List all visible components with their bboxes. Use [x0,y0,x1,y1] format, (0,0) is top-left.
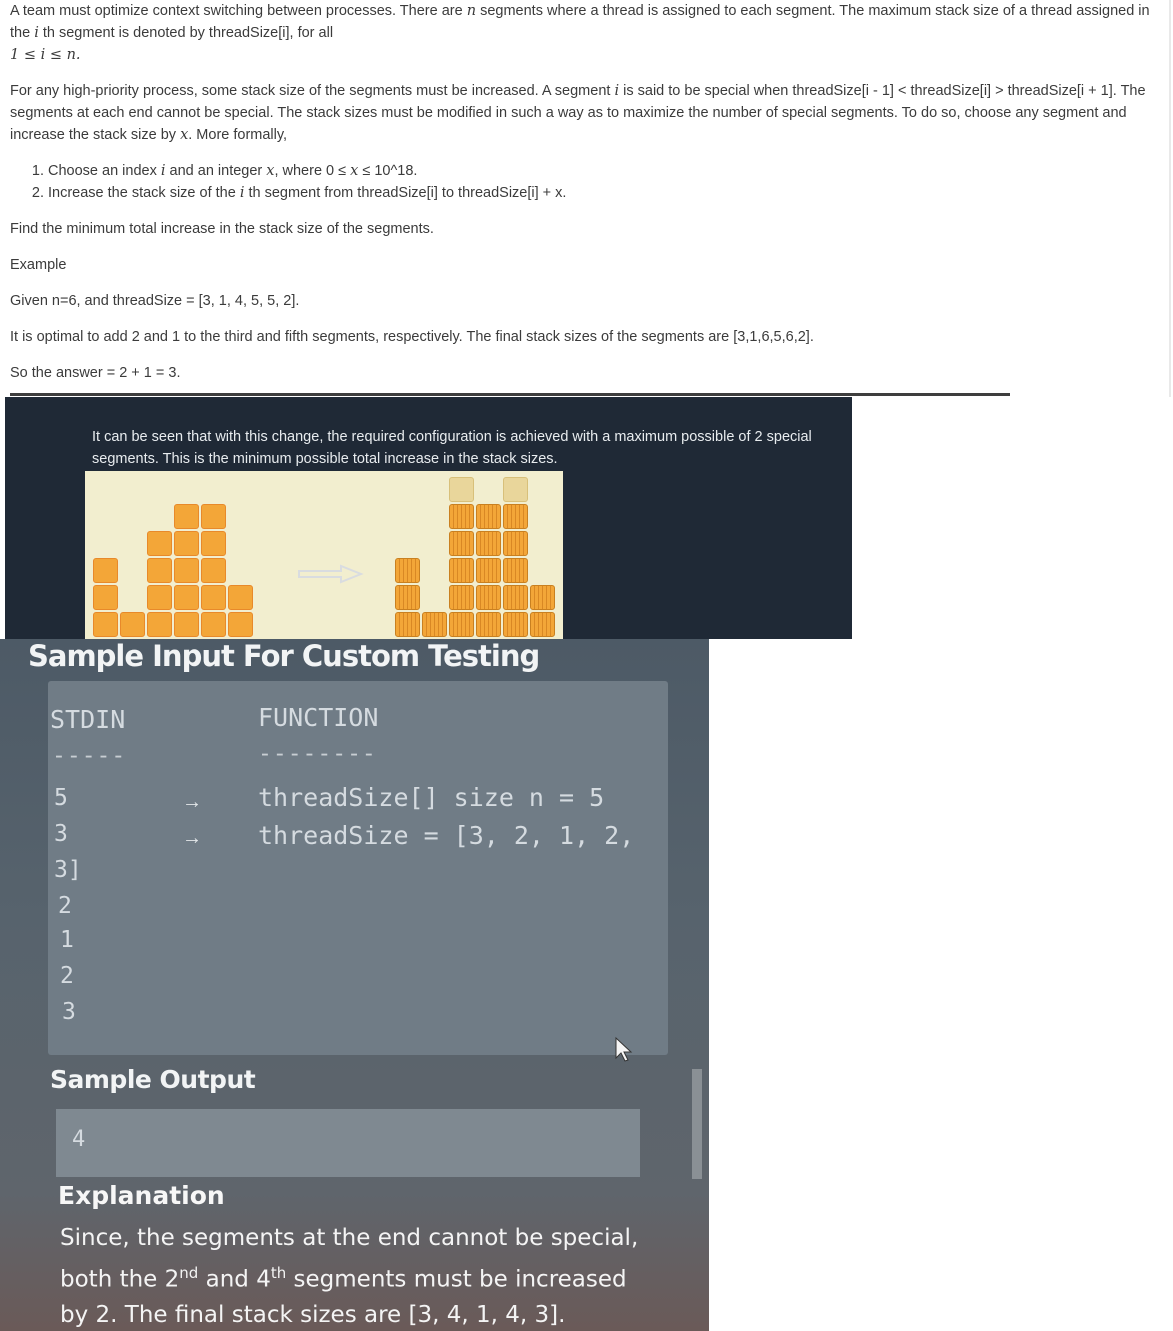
example-answer: So the answer = 2 + 1 = 3. [10,365,181,381]
explanation-line-1: Since, the segments at the end cannot be special, [60,1225,639,1251]
var-x: x [266,163,275,179]
sample-output-title: Sample Output [50,1065,256,1094]
stack-block [201,531,226,556]
step-2-text-2: th segment from threadSize[i] to threadSize[i] + x. [248,185,567,201]
stack-block [201,558,226,583]
stack-block [503,612,528,637]
step-2-text: Increase the stack size of the [48,185,236,201]
stack-block [476,612,501,637]
example-given: Given n=6, and threadSize = [3, 1, 4, 5, 5, 2]. [10,293,300,309]
step-1-text-2: and an integer [169,163,263,179]
step-1-text-4: ≤ 10^18. [362,163,418,179]
stack-block [147,531,172,556]
stack-block [174,558,199,583]
var-i: i [614,83,620,99]
intro-text: A team must optimize context switching between processes. There are [10,3,463,19]
stack-block [174,612,199,637]
stack-block [120,612,145,637]
stack-block [147,558,172,583]
page-scrollbar[interactable] [1169,0,1171,397]
stack-block [503,531,528,556]
step-1-text: Choose an index [48,163,157,179]
step-2 [48,182,1160,204]
stack-block [147,612,172,637]
stack-block [449,477,474,502]
special-paragraph [10,80,1160,146]
var-i: i [160,163,166,179]
sample-input-box [48,681,668,1055]
stdin-line: 3 [62,999,76,1025]
exp-text: and 4 [198,1266,271,1293]
explanation-title: Explanation [58,1181,225,1210]
stack-block [449,504,474,529]
stack-block [201,504,226,529]
function-line: threadSize[] size n = 5 [258,783,605,812]
exp-text: segments must be increased [286,1266,627,1293]
step-1 [48,160,1160,182]
stack-block [228,612,253,637]
arrow-icon: → [182,827,202,849]
sample-output-box [56,1109,640,1177]
special-text-3: . More formally, [188,127,288,143]
example-optimal: It is optimal to add 2 and 1 to the third and fifth segments, respectively. The final stack sizes of the segments are [3,1,6,5,6,2]. [10,329,814,345]
stack-block [93,612,118,637]
stdin-line: 2 [58,893,72,919]
intro-paragraph [10,0,1160,66]
stack-block [395,558,420,583]
special-text-2: is said to be special when threadSize[i - 1] < threadSize[i] > threadSize[i + 1]. The segments at each end cannot be special. The stack sizes must be modified in such a way as to maximize the number of special segments. To do so, choose any segment and increase the stack size by [10,83,1146,143]
stack-block [174,531,199,556]
example-label: Example [10,257,67,273]
ordinal-suffix: nd [179,1264,199,1282]
stack-block [476,504,501,529]
stack-block [476,558,501,583]
var-n: n [466,3,477,19]
function-line: threadSize = [3, 2, 1, 2, [258,821,635,850]
intro-text-2: segments where a thread is assigned to each segment. The maximum stack size of a thread assigned in the [10,3,1150,41]
stdin-line: 2 [60,963,74,989]
sample-output-value: 4 [72,1127,86,1152]
stack-block [503,477,528,502]
stack-block [147,585,172,610]
stdin-line: 3] [54,857,82,883]
stdin-dashes: ----- [52,743,127,769]
function-dashes: -------- [258,741,377,767]
stdin-line: 1 [60,927,74,953]
exp-text: both the 2 [60,1266,180,1293]
stack-block [228,585,253,610]
stack-block [395,585,420,610]
stack-block [476,585,501,610]
stack-block [476,531,501,556]
var-i: i [34,25,39,41]
explanation-line-3: by 2. The final stack sizes are [3, 4, 1, 4, 3]. [60,1301,566,1328]
divider [10,393,1010,396]
special-text: For any high-priority process, some stack size of the segments must be increased. A segment [10,83,611,99]
var-x: x [180,127,189,143]
problem-statement [10,0,1160,398]
stack-block [503,504,528,529]
transform-arrow-icon [295,563,365,585]
ordinal-suffix: th [270,1264,287,1282]
step-1-text-3: , where 0 ≤ [274,163,347,179]
explanation-line-2 [60,1256,700,1298]
stack-block [93,558,118,583]
sample-photo [0,639,709,1331]
stack-block [201,612,226,637]
photo-scrollbar[interactable] [692,1069,702,1179]
stack-block [449,558,474,583]
figure-panel [5,397,852,639]
stdin-line: 5 [54,785,68,811]
stack-figure [85,471,563,639]
mouse-cursor-icon [614,1036,634,1062]
stdin-header: STDIN [50,705,126,734]
sample-input-title: Sample Input For Custom Testing [28,639,540,673]
find-text: Find the minimum total increase in the stack size of the segments. [10,221,434,237]
stack-block [449,612,474,637]
index-range: 1 ≤ i ≤ n. [10,47,81,63]
function-header: FUNCTION [258,703,379,732]
stack-block [201,585,226,610]
stack-block [174,504,199,529]
stack-block [93,585,118,610]
explanation-text [60,1221,700,1331]
stack-block [503,585,528,610]
stack-block [422,612,447,637]
steps-list [34,160,1160,204]
stack-block [174,585,199,610]
arrow-icon: → [182,791,202,813]
var-x: x [350,163,359,179]
stack-block [530,612,555,637]
intro-text-3: th segment is denoted by threadSize[i], for all [42,25,334,41]
stack-block [449,531,474,556]
stack-block [503,558,528,583]
stack-block [449,585,474,610]
stdin-line: 3 [54,821,68,847]
figure-caption: It can be seen that with this change, the required configuration is achieved with a maximum possible of 2 special segments. This is the minimum possible total increase in the stack sizes. [92,429,812,467]
stack-block [395,612,420,637]
stack-block [530,585,555,610]
var-i: i [239,185,245,201]
